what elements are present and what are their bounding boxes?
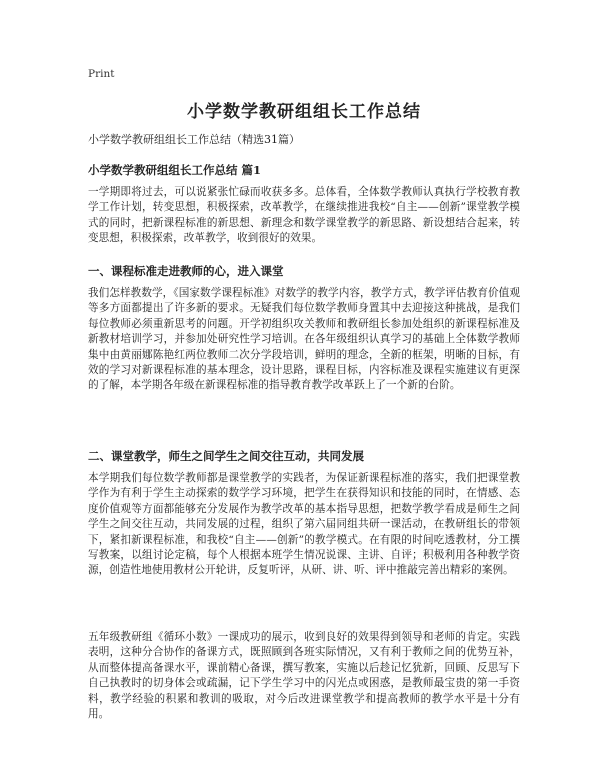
section-2-paragraph: 本学期我们每位数学教师都是课堂教学的实践者，为保证新课程标准的落实，我们把课堂教学作为有利于学生主动探索的数学学习环境，把学生在获得知识和技能的同时，在情感、态度价值观等方面都能够充分发展作为教学改革的基本指导思想，把数学教学看成是师生之间学生之间交往互动，共同发展的过程，组织了第六届同组共研一课活动，在教研组长的带领下，紧扣新课程标准，和我校“自主——创新”的教学模式。在有限的时间吃透教材，分工撰写教案，以组讨论定稿，每个人根据本班学生情况说课、主讲、自评；积极利用各种教学资源，创造性地使用教材公开轮讲，反复听评，从研、讲、听、评中推敲完善出精彩的案例。: [88, 472, 520, 577]
intro-paragraph: 一学期即将过去，可以说紧张忙碌而收获多多。总体看，全体数学教师认真执行学校教育教学工作计划，转变思想，积极探索，改革教学，在继续推进我校“自主——创新”课堂教学模式的同时，把新课程标准的新思想、新理念和数学课堂教学的新思路、新设想结合起来，转变思想，积极探索，改革教学，收到很好的效果。: [88, 186, 520, 245]
section-1-paragraph: 我们怎样教数学，《国家数学课程标准》对数学的教学内容，教学方式，教学评估教育价值观等多方面都提出了许多新的要求。无疑我们每位数学教师身置其中去迎接这种挑战，是我们每位教师必须重新思考的问题。开学初组织攻关教师和教研组长参加处组织的新课程标准及新教材培训学习，并参加处研究性学习培训。在各年级组织认真学习的基础上全体数学教师集中由黄丽娜陈艳红两位教师二次分学段培训，鲜明的理念，全新的框架，明晰的目标，有效的学习对新课程标准的基本理念，设计思路，课程目标，内容标准及课程实施建议有更深的了解，本学期各年级在新课程标准的指导教育教学改革跃上了一个新的台阶。: [88, 287, 520, 392]
document-subtitle: 小学数学教研组组长工作总结（精选31篇）: [88, 133, 300, 146]
print-link[interactable]: Print: [88, 68, 115, 80]
section-heading-2: 二、课堂教学，师生之间学生之间交往互动，共同发展: [88, 449, 364, 463]
section-3-paragraph: 五年级教研组《循环小数》一课成功的展示，收到良好的效果得到领导和老师的肯定。实践表明，这种分合协作的备课方式，既照顾到各班实际情况，又有利于教师之间的优势互补，从而整体提高备课水平，课前精心备课，撰写教案，实施以后趁记忆犹新，回顾、反思写下自己执教时的切身体会或疏漏，记下学生学习中的闪光点或困惑，是教师最宝贵的第一手资料，教学经验的积累和教训的吸取，对今后改进课堂教学和提高教师的教学水平是十分有用。: [88, 631, 520, 721]
section-heading-1: 一、课程标准走进教师的心，进入课堂: [88, 264, 284, 278]
article-title: 小学数学教研组组长工作总结 篇1: [88, 163, 262, 177]
document-title: 小学数学教研组组长工作总结: [187, 102, 421, 122]
